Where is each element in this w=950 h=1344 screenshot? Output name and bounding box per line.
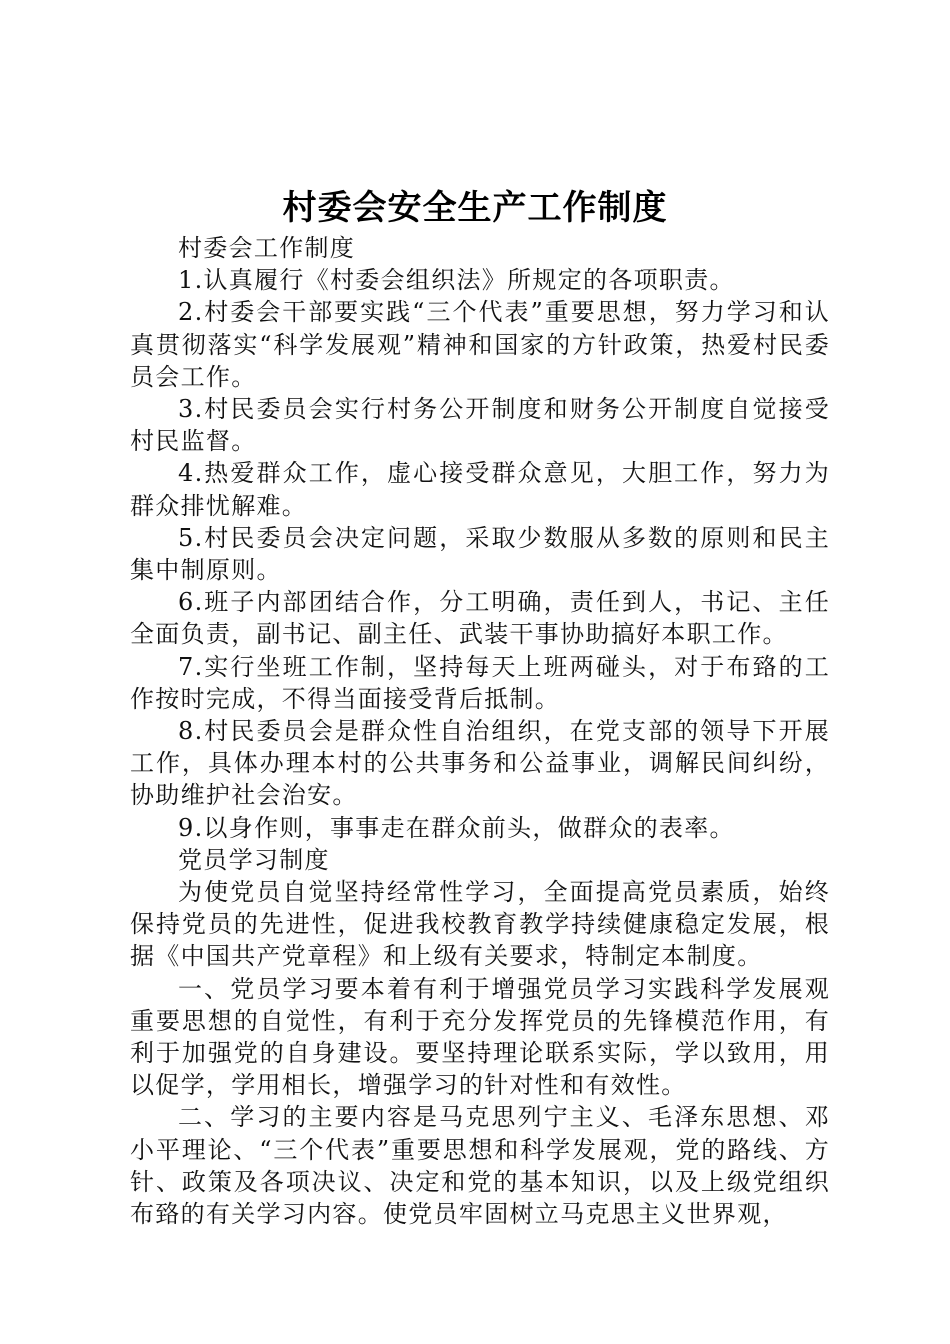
document-body [130, 232, 830, 1230]
paragraph: 4.热爱群众工作，虚心接受群众意见，大胆工作，努力为群众排忧解难。 [130, 459, 830, 520]
paragraph: 6.班子内部团结合作，分工明确，责任到人，书记、主任全面负责，副书记、副主任、武装干事协助搞好本职工作。 [130, 588, 830, 649]
paragraph: 9.以身作则，事事走在群众前头，做群众的表率。 [178, 813, 735, 842]
paragraph: 一、党员学习要本着有利于增强党员学习实践科学发展观重要思想的自觉性，有利于充分发挥党员的先锋模范作用，有利于加强党的自身建设。要坚持理论联系实际，学以致用，用以促学，学用相长，增强学习的针对性和有效性。 [130, 974, 830, 1100]
paragraph: 3.村民委员会实行村务公开制度和财务公开制度自觉接受村民监督。 [130, 395, 830, 456]
document-title: 村委会安全生产工作制度 [282, 188, 668, 228]
paragraph: 二、学习的主要内容是马克思列宁主义、毛泽东思想、邓小平理论、“三个代表”重要思想和科学发展观，党的路线、方针、政策及各项决议、决定和党的基本知识，以及上级党组织布臵的有关学习内容。使党员牢固树立马克思主义世界观， [130, 1103, 830, 1229]
paragraph: 8.村民委员会是群众性自治组织，在党支部的领导下开展工作，具体办理本村的公共事务和公益事业，调解民间纠纷，协助维护社会治安。 [130, 717, 830, 810]
paragraph: 1.认真履行《村委会组织法》所规定的各项职责。 [178, 266, 735, 295]
paragraph: 5.村民委员会决定问题，采取少数服从多数的原则和民主集中制原则。 [130, 523, 830, 585]
paragraph-section-heading: 村委会工作制度 [178, 234, 356, 262]
paragraph: 7.实行坐班工作制，坚持每天上班两碰头，对于布臵的工作按时完成，不得当面接受背后抵制。 [130, 652, 830, 713]
paragraph-section-heading: 党员学习制度 [178, 845, 330, 874]
paragraph: 为使党员自觉坚持经常性学习，全面提高党员素质，始终保持党员的先进性，促进我校教育教学持续健康稳定发展，根据《中国共产党章程》和上级有关要求，特制定本制度。 [130, 878, 830, 971]
paragraph: 2.村委会干部要实践“三个代表”重要思想，努力学习和认真贯彻落实“科学发展观”精神和国家的方针政策，热爱村民委员会工作。 [130, 298, 830, 391]
